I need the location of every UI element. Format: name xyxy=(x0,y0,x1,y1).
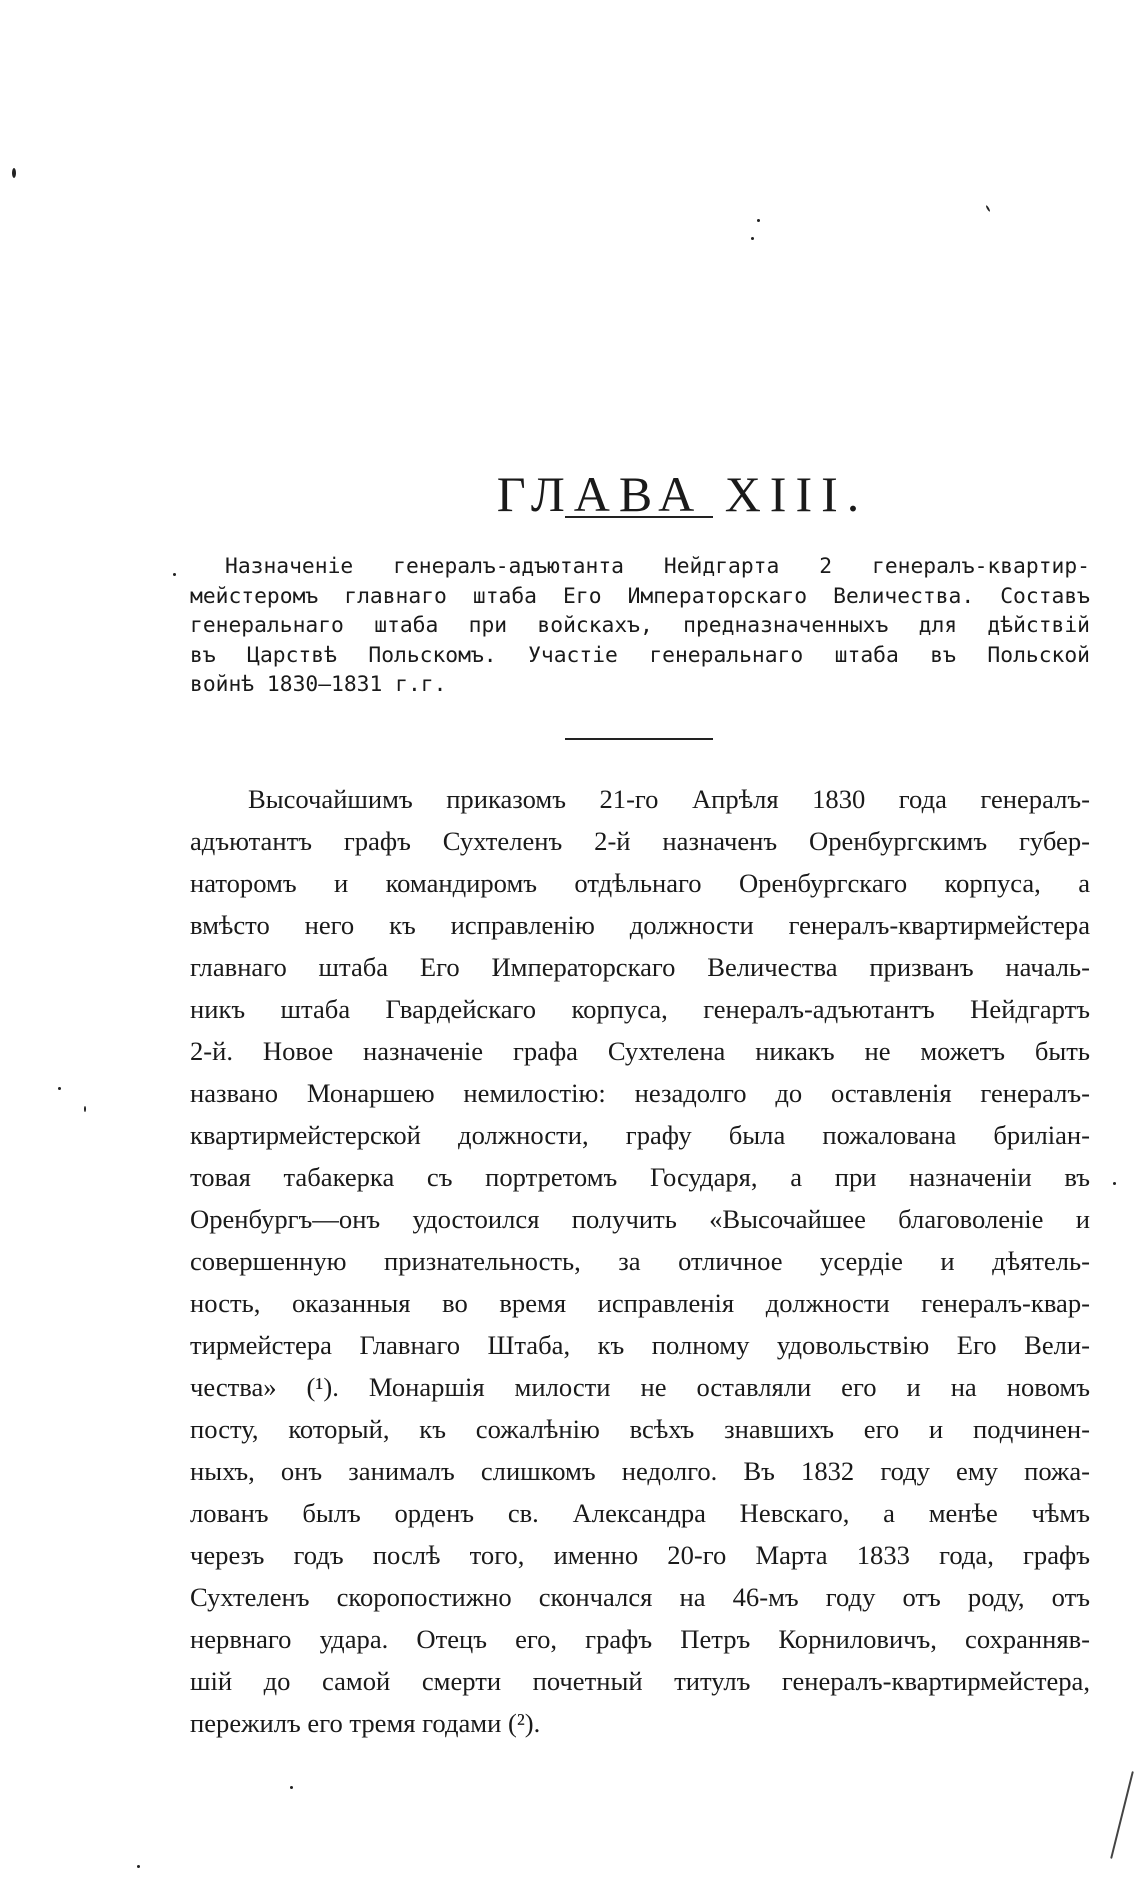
divider-rule xyxy=(565,738,713,740)
divider-rule xyxy=(565,516,713,518)
body-line: посту, который, къ сожалѣнію всѣхъ знавшихъ его и подчинен- xyxy=(190,1414,1090,1444)
scan-speck xyxy=(1113,1182,1116,1185)
body-line: нервнаго удара. Отецъ его, графъ Петръ Корниловичъ, сохранняв- xyxy=(190,1624,1090,1654)
body-line: пережилъ его тремя годами (²). xyxy=(190,1708,541,1738)
summary-line: въ Царствѣ Польскомъ. Участіе генеральнаго штаба въ Польской xyxy=(190,642,1090,668)
chapter-title: ГЛАВА XIII. xyxy=(496,465,869,522)
scan-speck xyxy=(757,219,760,222)
body-line: Оренбургъ—онъ удостоился получить «Высочайшее благоволеніе и xyxy=(190,1204,1090,1234)
body-line: чества» (¹). Монаршія милости не оставляли его и на новомъ xyxy=(190,1372,1090,1402)
body-line: тирмейстера Главнаго Штаба, къ полному удовольствію Его Вели- xyxy=(190,1330,1090,1360)
body-line: вмѣсто него къ исправленію должности генералъ-квартирмейстера xyxy=(190,910,1090,940)
body-line: ныхъ, онъ занималъ слишкомъ недолго. Въ 1832 году ему пожа- xyxy=(190,1456,1090,1486)
body-line: ность, оказанныя во время исправленія должности генералъ-квар- xyxy=(190,1288,1090,1318)
scan-speck xyxy=(985,205,990,212)
body-line: квартирмейстерской должности, графу была пожалована бриліан- xyxy=(190,1120,1090,1150)
body-line: шій до самой смерти почетный титулъ генералъ-квартирмейстера, xyxy=(190,1666,1090,1696)
scan-speck xyxy=(290,1786,293,1789)
body-line: черезъ годъ послѣ того, именно 20-го Марта 1833 года, графъ xyxy=(190,1540,1090,1570)
body-line: адъютантъ графъ Сухтеленъ 2-й назначенъ Оренбургскимъ губер- xyxy=(190,826,1090,856)
scan-speck xyxy=(751,237,754,240)
summary-line: Назначеніе генералъ-адъютанта Нейдгарта 2 генералъ-квартир- xyxy=(225,554,1090,579)
chapter-summary xyxy=(190,552,1090,700)
scan-speck xyxy=(137,1865,140,1868)
body-line: лованъ былъ орденъ св. Александра Невскаго, а менѣе чѣмъ xyxy=(190,1498,1090,1528)
summary-line: генеральнаго штаба при войскахъ, предназначенныхъ для дѣйствій xyxy=(190,613,1090,638)
scan-speck xyxy=(12,168,16,178)
summary-line: войнѣ 1830—1831 г.г. xyxy=(190,672,447,697)
body-line: Сухтеленъ скоропостижно скончался на 46-мъ году отъ роду, отъ xyxy=(190,1582,1090,1612)
scan-speck xyxy=(173,573,176,576)
summary-line: мейстеромъ главнаго штаба Его Императорскаго Величества. Составъ xyxy=(190,583,1090,609)
body-line: главнаго штаба Его Императорскаго Величества призванъ началь- xyxy=(190,952,1090,982)
scan-speck xyxy=(58,1087,61,1090)
body-line: товая табакерка съ портретомъ Государя, а при назначеніи въ xyxy=(190,1162,1090,1192)
body-line: Высочайшимъ приказомъ 21-го Апрѣля 1830 года генералъ- xyxy=(248,784,1090,814)
body-paragraph xyxy=(190,778,1090,1744)
body-line: никъ штаба Гвардейскаго корпуса, генералъ-адъютантъ Нейдгартъ xyxy=(190,994,1090,1024)
body-line: 2-й. Новое назначеніе графа Сухтелена никакъ не можетъ быть xyxy=(190,1036,1090,1066)
scan-speck xyxy=(1110,1771,1134,1859)
body-line: совершенную признательность, за отличное усердіе и дѣятель- xyxy=(190,1246,1090,1276)
body-line: наторомъ и командиромъ отдѣльнаго Оренбургскаго корпуса, а xyxy=(190,868,1090,898)
scan-speck xyxy=(84,1106,86,1112)
body-line: названо Монаршею немилостію: незадолго до оставленія генералъ- xyxy=(190,1078,1090,1108)
